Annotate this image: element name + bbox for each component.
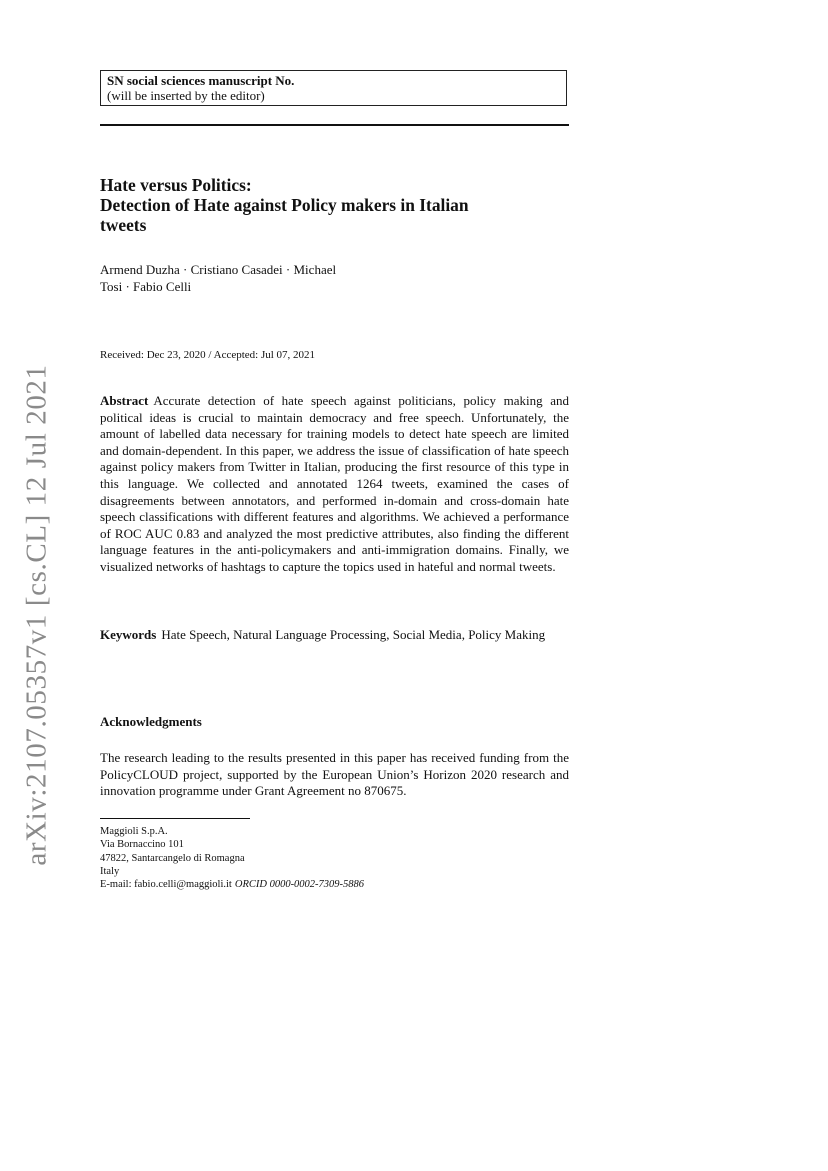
- author-affiliation: [100, 825, 569, 891]
- journal-manuscript-note: (will be inserted by the editor): [107, 88, 265, 103]
- abstract-label: Abstract: [100, 393, 149, 408]
- keywords-label: Keywords: [100, 627, 157, 642]
- journal-manuscript-box: [100, 70, 567, 106]
- affiliation-line: Italy: [100, 865, 120, 877]
- footnote-rule: [100, 818, 250, 819]
- journal-manuscript-title: SN social sciences manuscript No.: [107, 73, 295, 88]
- affiliation-contact: [100, 878, 569, 891]
- author-list: [100, 262, 569, 295]
- paper-title-line: Hate versus Politics:: [100, 175, 252, 195]
- keywords-section: [100, 627, 569, 644]
- keywords-text: Hate Speech, Natural Language Processing, Social Media, Policy Making: [161, 627, 546, 642]
- affiliation-line: 47822, Santarcangelo di Romagna: [100, 852, 245, 864]
- affiliation-line: Via Bornaccino 101: [100, 839, 184, 851]
- paper-title: [100, 175, 569, 235]
- abstract-section: [100, 393, 569, 576]
- abstract-text: Accurate detection of hate speech against politicians, policy making and political ideas is crucial to maintain democracy and free speech. Unfortunately, the amount of labelled data necessary for training models to detect hate speech are limited and domain-dependent. In this paper, we address the issue of classification of hate speech against policy makers from Twitter in Italian, producing the first resource of this type in this language. We collected and annotated 1264 tweets, examined the cases of disagreements between annotators, and performed in-domain and cross-domain hate speech classifications with different features and algorithms. We achieved a performance of ROC AUC 0.83 and analyzed the most predictive attributes, also finding the different language features in the anti-policymakers and anti-immigration domains. Finally, we visualized networks of hashtags to capture the topics used in hateful and normal tweets.: [100, 393, 569, 574]
- affiliation-line: Maggioli S.p.A.: [100, 826, 168, 837]
- author-line: Tosi · Fabio Celli: [100, 278, 192, 294]
- paper-title-line: Detection of Hate against Policy makers in Italian: [100, 195, 469, 215]
- arxiv-identifier-text: arXiv:2107.05357v1 [cs.CL] 12 Jul 2021: [20, 364, 53, 866]
- acknowledgments-heading: Acknowledgments: [100, 714, 202, 729]
- email-address: E-mail: fabio.celli@maggioli.it: [100, 879, 232, 891]
- paper-title-line: tweets: [100, 215, 147, 235]
- acknowledgments-text: The research leading to the results presented in this paper has received funding from the PolicyCLOUD project, supported by the European Union’s Horizon 2020 research and innovation programme under Grant Agreement no 870675.: [100, 750, 569, 799]
- author-line: Armend Duzha · Cristiano Casadei · Michael: [100, 262, 337, 277]
- orcid-id: ORCID 0000-0002-7309-5886: [234, 879, 365, 891]
- received-accepted-dates: Received: Dec 23, 2020 / Accepted: Jul 07, 2021: [100, 349, 316, 361]
- header-rule: [100, 124, 569, 126]
